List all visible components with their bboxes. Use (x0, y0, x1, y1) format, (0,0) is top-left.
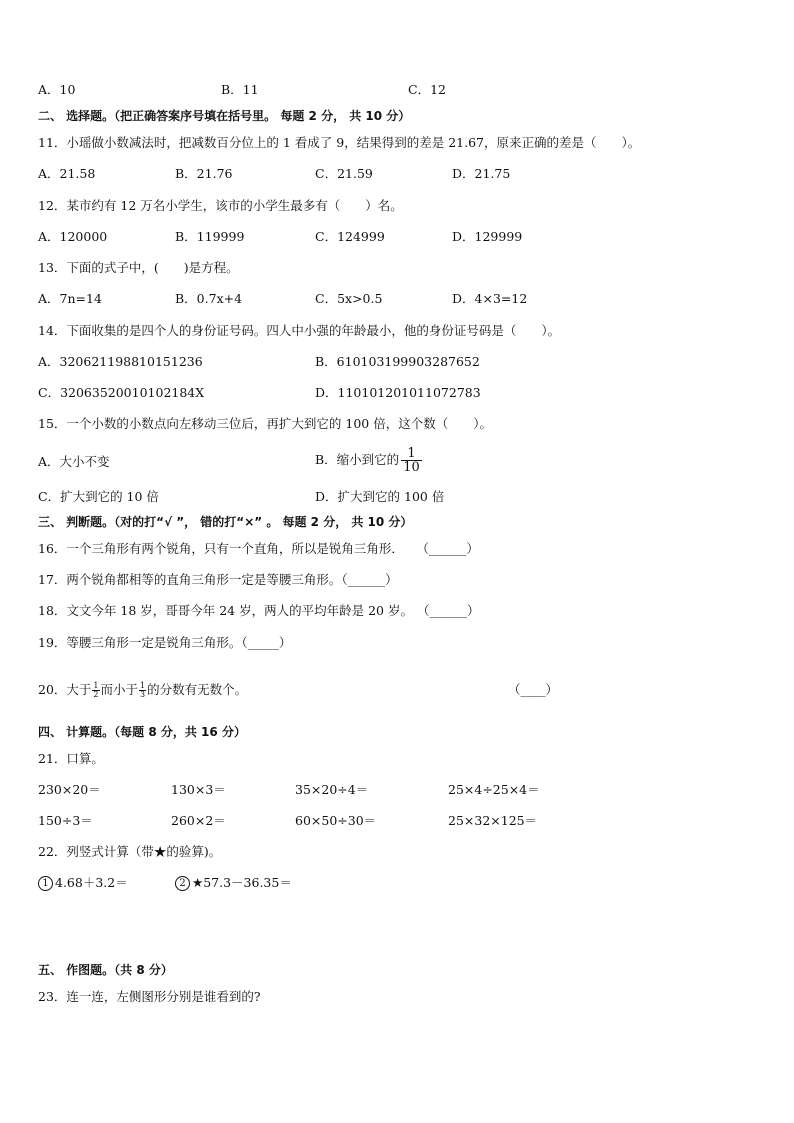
q22-item-2 (175, 874, 292, 892)
q15-option-d: D．扩大到它的 100 倍 (315, 489, 445, 504)
circled-number-1-icon: 1 (38, 876, 53, 891)
q15-stem: 15．一个小数的小数点向左移动三位后，再扩大到它的 100 倍，这个数（ ）。 (38, 416, 492, 431)
q15-option-c: C．扩大到它的 10 倍 (38, 489, 159, 504)
q21-stem: 21．口算。 (38, 751, 104, 766)
fraction-denominator: 10 (403, 460, 420, 475)
q15-option-a: A．大小不变 (38, 454, 110, 469)
q22-item-1 (38, 874, 128, 892)
q21-expr: 130×3＝ (171, 782, 226, 797)
q21-expr: 60×50÷30＝ (295, 813, 377, 828)
q20-post: 的分数有无数个。 (147, 682, 248, 697)
q22-item-2-expr: ★57.3－36.35＝ (192, 875, 292, 890)
fraction-numerator: 1 (401, 447, 422, 461)
q21-expr: 230×20＝ (38, 782, 101, 797)
fraction-one-third (139, 682, 146, 699)
fraction-denominator: 2 (93, 690, 99, 699)
q16-statement: 16．一个三角形有两个锐角，只有一个直角，所以是锐角三角形． （______） (38, 541, 479, 556)
q14-option-d: D．110101201011072783 (315, 385, 481, 400)
q14-stem: 14．下面收集的是四个人的身份证号码。四人中小强的年龄最小，他的身份证号码是（ ）。 (38, 323, 561, 338)
q22-item-1-expr: 4.68＋3.2＝ (55, 875, 128, 890)
q12-option-b: B．119999 (175, 229, 245, 244)
q21-expr: 260×2＝ (171, 813, 226, 828)
q11-option-d: D．21.75 (452, 166, 511, 181)
q12-option-a: A．120000 (38, 229, 108, 244)
q17-statement: 17．两个锐角都相等的直角三角形一定是等腰三角形。（______） (38, 572, 398, 587)
circled-number-2-icon: 2 (175, 876, 190, 891)
q22-stem: 22．列竖式计算（带★的验算)。 (38, 844, 222, 859)
q12-option-d: D．129999 (452, 229, 523, 244)
q21-expr: 35×20÷4＝ (295, 782, 369, 797)
fraction-denominator: 3 (140, 690, 146, 699)
fraction-numerator: 1 (93, 681, 99, 690)
q15-option-b (315, 440, 424, 480)
q13-option-a: A．7n=14 (38, 291, 102, 306)
q11-option-b: B．21.76 (175, 166, 233, 181)
q11-option-a: A．21.58 (38, 166, 96, 181)
q10-option-b: B．11 (221, 82, 259, 97)
q14-option-b: B．610103199903287652 (315, 354, 480, 369)
q20-pre: 20．大于 (38, 682, 92, 697)
q11-stem: 11．小瑶做小数减法时，把减数百分位上的 1 看成了 9，结果得到的差是 21.67，原来正确的差是（ ）。 (38, 135, 641, 150)
q20-statement (38, 679, 247, 701)
section-4-header: 四、 计算题。（每题 8 分，共 16 分） (38, 725, 246, 739)
q12-option-c: C．124999 (315, 229, 385, 244)
fraction-one-half (92, 682, 99, 699)
q19-statement: 19．等腰三角形一定是锐角三角形。（_____） (38, 635, 292, 650)
q18-statement: 18．文文今年 18 岁，哥哥今年 24 岁，两人的平均年龄是 20 岁。 （______） (38, 603, 480, 618)
q11-option-c: C．21.59 (315, 166, 373, 181)
q13-option-b: B．0.7x+4 (175, 291, 243, 306)
q21-expr: 150÷3＝ (38, 813, 93, 828)
q14-option-a: A．320621198810151236 (38, 354, 203, 369)
section-2-header: 二、 选择题。（把正确答案序号填在括号里。 每题 2 分， 共 10 分） (38, 109, 411, 123)
q21-expr: 25×32×125＝ (448, 813, 538, 828)
fraction-one-tenth (401, 447, 422, 474)
q20-mid: 而小于 (100, 682, 139, 697)
q13-stem: 13．下面的式子中，( )是方程。 (38, 260, 239, 275)
q21-expr: 25×4÷25×4＝ (448, 782, 540, 797)
q13-option-d: D．4×3=12 (452, 291, 528, 306)
section-3-header: 三、 判断题。（对的打“√ ”， 错的打“×” 。 每题 2 分， 共 10 分） (38, 515, 413, 529)
section-5-header: 五、 作图题。（共 8 分） (38, 963, 173, 977)
q12-stem: 12．某市约有 12 万名小学生，该市的小学生最多有（ ）名。 (38, 198, 403, 213)
q14-option-c: C．32063520010102184X (38, 385, 205, 400)
q20-answer-blank[interactable]: （____） (508, 682, 559, 697)
q23-stem: 23．连一连，左侧图形分别是谁看到的? (38, 989, 261, 1004)
q15-option-b-label: B．缩小到它的 (315, 452, 400, 467)
q10-option-a: A．10 (38, 82, 76, 97)
q10-option-c: C．12 (408, 82, 446, 97)
fraction-numerator: 1 (140, 681, 146, 690)
q13-option-c: C．5x>0.5 (315, 291, 383, 306)
